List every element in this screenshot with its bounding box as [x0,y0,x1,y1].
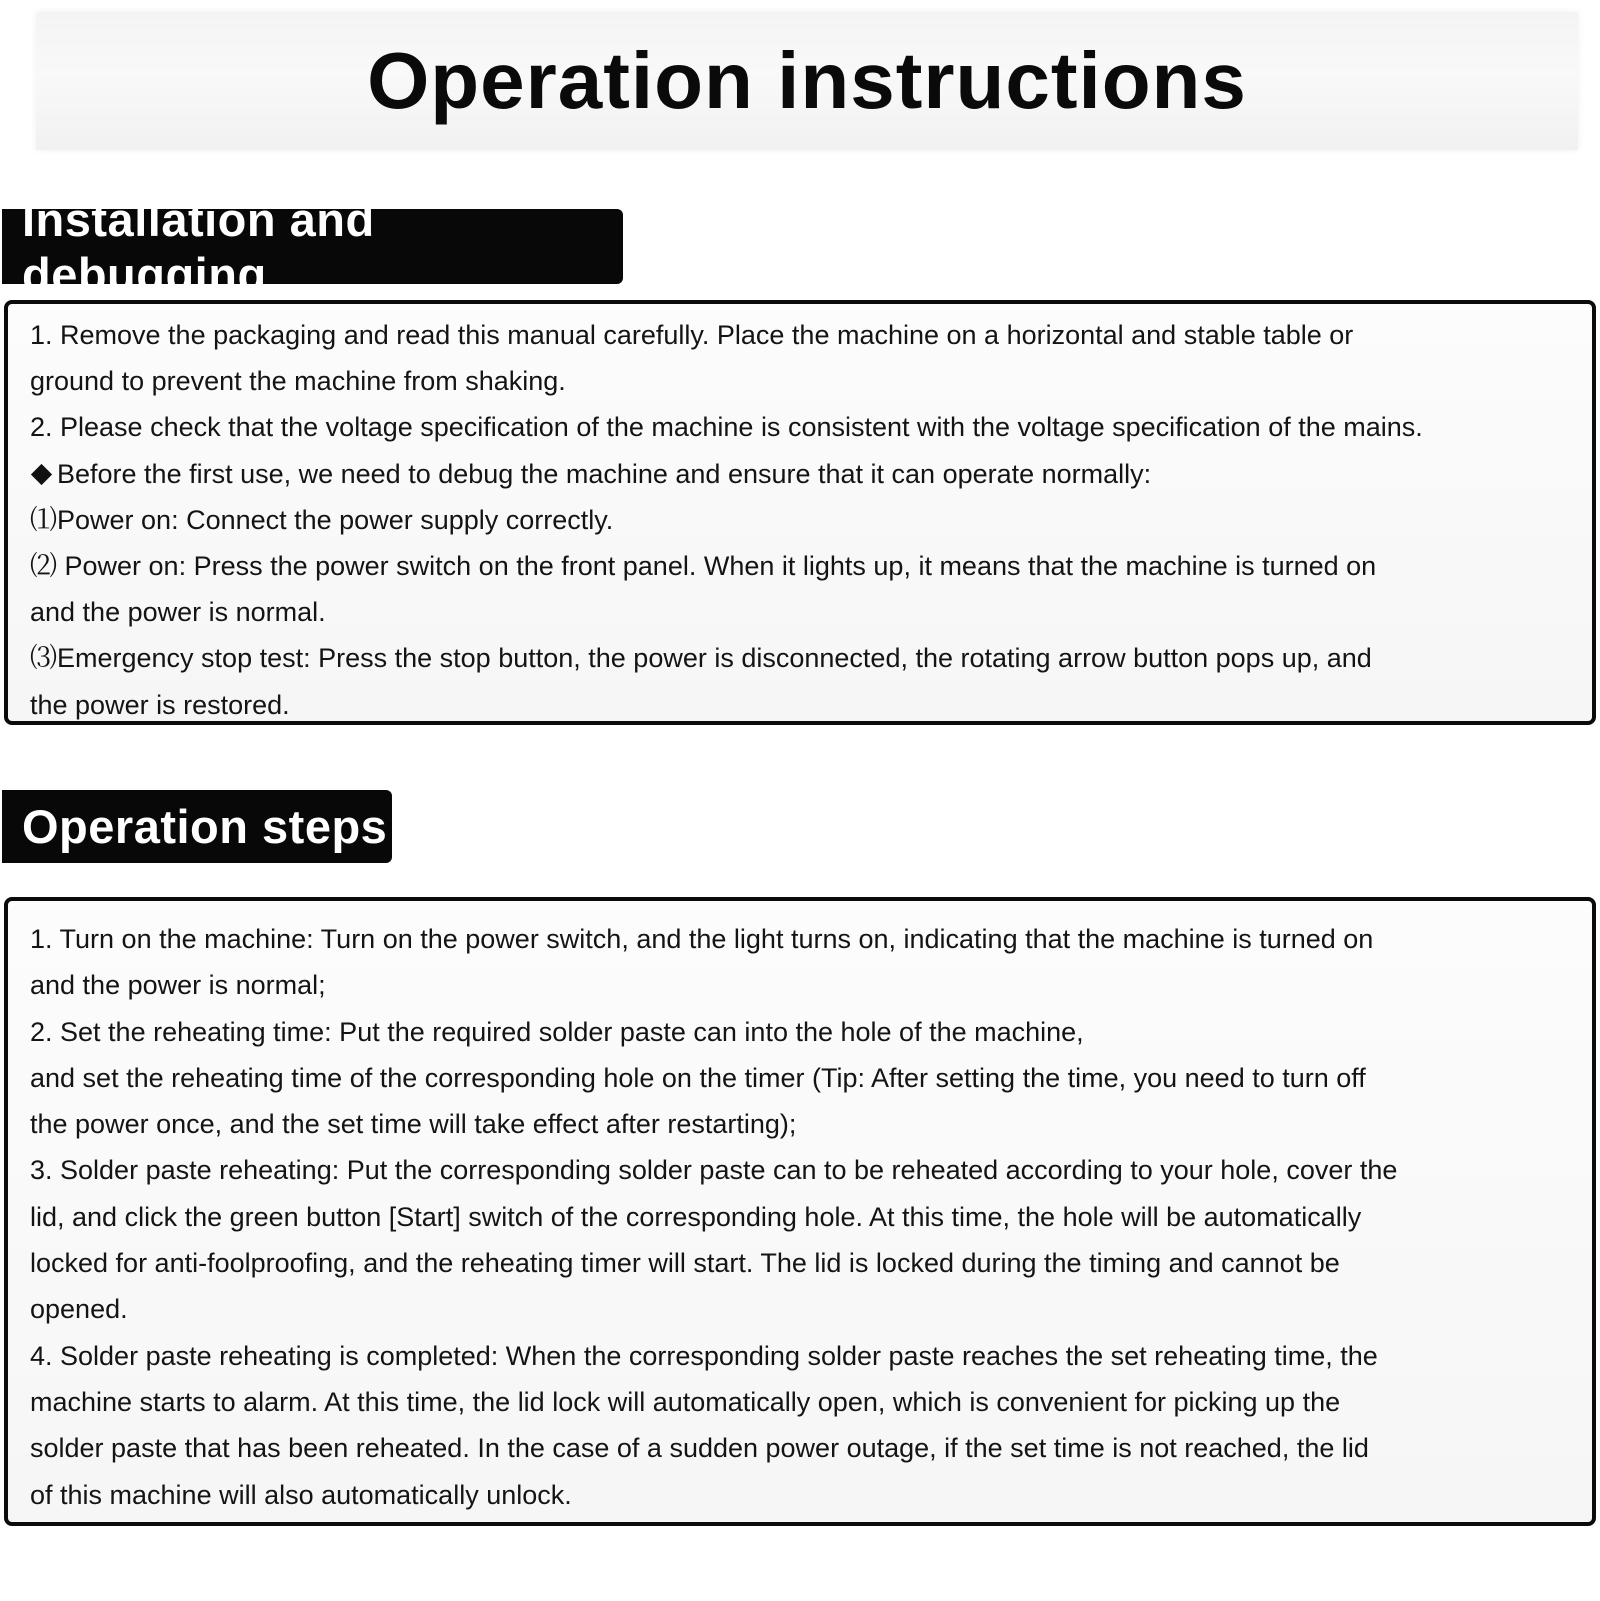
title-banner [36,12,1578,150]
steps-line: lid, and click the green button [Start] switch of the corresponding hole. At this time, the hole will be automatically [30,1201,1362,1232]
steps-line: solder paste that has been reheated. In the case of a sudden power outage, if the set time is not reached, the lid [30,1433,1369,1464]
installation-note-text: Before the first use, we need to debug the machine and ensure that it can operate normally: [57,458,1152,489]
installation-note-line [30,451,1582,497]
diamond-bullet-icon [31,464,52,485]
installation-line: ground to prevent the machine from shaking. [30,366,566,397]
installation-line: ⑴Power on: Connect the power supply correctly. [30,504,614,535]
page-title: Operation instructions [367,36,1247,125]
installation-line: ⑵ Power on: Press the power switch on the front panel. When it lights up, it means that the machine is turned on [30,550,1377,581]
installation-line: the power is restored. [30,689,290,720]
steps-line: machine starts to alarm. At this time, the lid lock will automatically open, which is convenient for picking up the [30,1386,1341,1417]
steps-line: 4. Solder paste reheating is completed: When the corresponding solder paste reaches the set reheating time, the [30,1340,1378,1371]
installation-line: 1. Remove the packaging and read this manual carefully. Place the machine on a horizontal and stable table or [30,320,1354,350]
operation-steps-panel [4,897,1596,1526]
steps-line: 1. Turn on the machine: Turn on the power switch, and the light turns on, indicating that the machine is turned on [30,924,1374,954]
steps-line: locked for anti-foolproofing, and the reheating timer will start. The lid is locked during the timing and cannot be [30,1248,1340,1279]
section-heading-installation: Installation and debugging [2,209,623,284]
installation-line: 2. Please check that the voltage specification of the machine is consistent with the voltage specification of the mains. [30,412,1423,443]
installation-line: ⑶Emergency stop test: Press the stop button, the power is disconnected, the rotating arrow button pops up, and [30,643,1372,674]
steps-line: 3. Solder paste reheating: Put the corresponding solder paste can to be reheated according to your hole, cover the [30,1155,1398,1186]
installation-panel [4,300,1596,725]
section-heading-operation-steps: Operation steps [2,790,392,863]
steps-line: and set the reheating time of the corresponding hole on the timer (Tip: After setting the time, you need to turn off [30,1062,1366,1093]
steps-line: the power once, and the set time will take effect after restarting); [30,1109,797,1140]
installation-line: and the power is normal. [30,597,326,628]
steps-line: 2. Set the reheating time: Put the required solder paste can into the hole of the machine, [30,1016,1084,1047]
steps-line: of this machine will also automatically unlock. [30,1479,572,1510]
steps-line: and the power is normal; [30,970,326,1001]
steps-line: opened. [30,1294,128,1325]
